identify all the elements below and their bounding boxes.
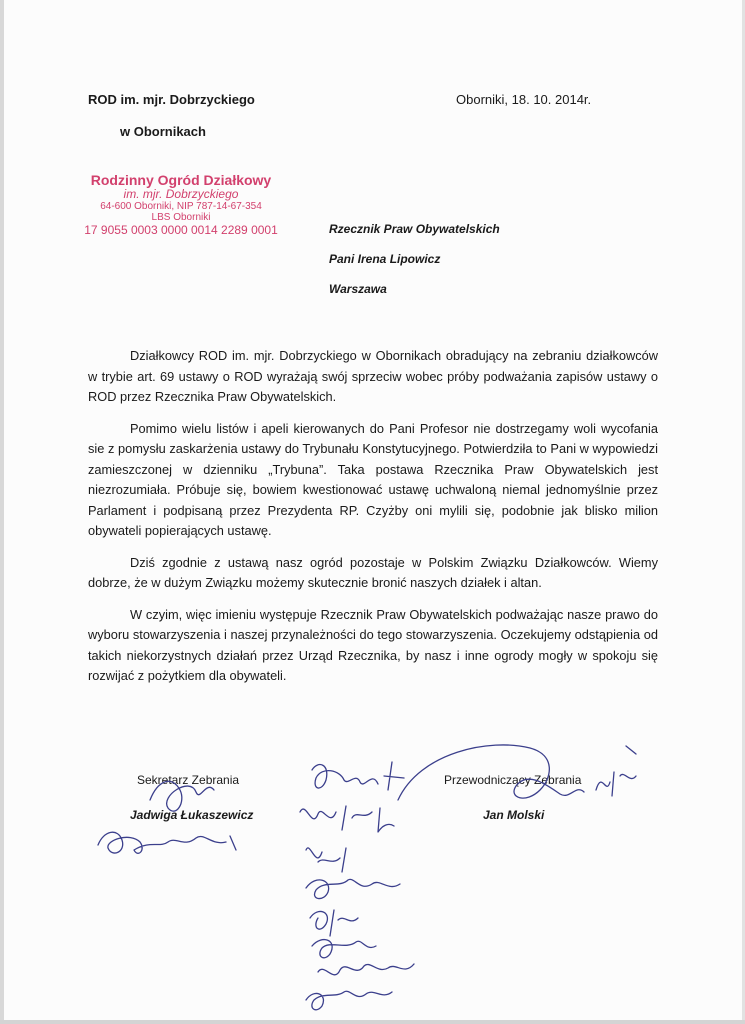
member-signature bbox=[300, 806, 394, 832]
secretary-signature-flourish bbox=[150, 781, 214, 811]
place-date: Oborniki, 18. 10. 2014r. bbox=[456, 92, 592, 107]
member-signature bbox=[318, 964, 414, 975]
member-signature bbox=[306, 991, 392, 1010]
member-signature bbox=[306, 848, 346, 872]
sender-name: ROD im. mjr. Dobrzyckiego bbox=[88, 92, 255, 107]
stamp-line-address: 64-600 Oborniki, NIP 787-14-67-354 bbox=[100, 201, 262, 213]
member-signature bbox=[306, 879, 400, 898]
recipient-person: Pani Irena Lipowicz bbox=[329, 252, 441, 266]
chair-signature-loop bbox=[398, 745, 584, 800]
secretary-name: Jadwiga Łukaszewicz bbox=[130, 808, 254, 822]
member-signature bbox=[312, 940, 376, 958]
secretary-title: Sekretarz Zebrania bbox=[137, 773, 240, 787]
member-signature bbox=[310, 910, 358, 936]
sender-city: w Obornikach bbox=[120, 124, 206, 139]
paragraph: Pomimo wielu listów i apeli kierowanych do Pani Profesor nie dostrzegamy woli wycofania sie z pomysłu zaskarżenia ustawy do Trybunału Konstytucyjnego. Potwierdziła to Pani w wypowiedzi zamieszczonej w dzienniku „Trybuna”. Taka postawa Rzecznika Praw Obywatelskich jest niezrozumiała. Próbuje się, bowiem kwestionować ustawę uchwaloną niemal jednomyślnie przez Parlament i podpisaną przez Prezydenta RP. Czyżby oni mylili się, podobnie jak blisko milion obywateli popierających ustawę. bbox=[88, 420, 658, 538]
stamp-line-bank: LBS Oborniki bbox=[151, 211, 211, 223]
stamp-line-name: Rodzinny Ogród Działkowy bbox=[90, 172, 272, 188]
paragraph: Działkowcy ROD im. mjr. Dobrzyckiego w Obornikach obradujący na zebraniu działkowców w trybie art. 69 ustawy o ROD wyrażają swój sprzeciw wobec próby podważania zapisów ustawy o ROD przez Rzecznika Praw Obywatelskich. bbox=[88, 348, 658, 404]
secretary-signature bbox=[98, 832, 236, 853]
recipient-city: Warszawa bbox=[329, 282, 387, 296]
chair-name: Jan Molski bbox=[483, 808, 545, 822]
chair-title: Przewodniczący Zebrania bbox=[444, 773, 582, 787]
paragraph: Dziś zgodnie z ustawą nasz ogród pozostaje w Polskim Związku Działkowców. Wiemy dobrze, że w dużym Związku możemy skutecznie bronić naszych działek i altan. bbox=[88, 554, 658, 590]
stamp-line-account: 17 9055 0003 0000 0014 2289 0001 bbox=[84, 223, 278, 238]
recipient-title: Rzecznik Praw Obywatelskich bbox=[329, 222, 500, 236]
chair-signature bbox=[596, 746, 636, 796]
stamp-line-patron: im. mjr. Dobrzyckiego bbox=[123, 186, 239, 201]
paragraph: W czyim, więc imieniu występuje Rzecznik Praw Obywatelskich podważając nasze prawo do wyboru stowarzyszenia i naszej przynależności do tego stowarzyszenia. Oczekujemy odstąpienia od takich niekorzystnych działań przez Urząd Rzecznika, by nasz i inne ogrody mogły w spokoju się rozwijać z pożytkiem dla obywateli. bbox=[88, 606, 658, 683]
member-signature bbox=[312, 762, 404, 790]
